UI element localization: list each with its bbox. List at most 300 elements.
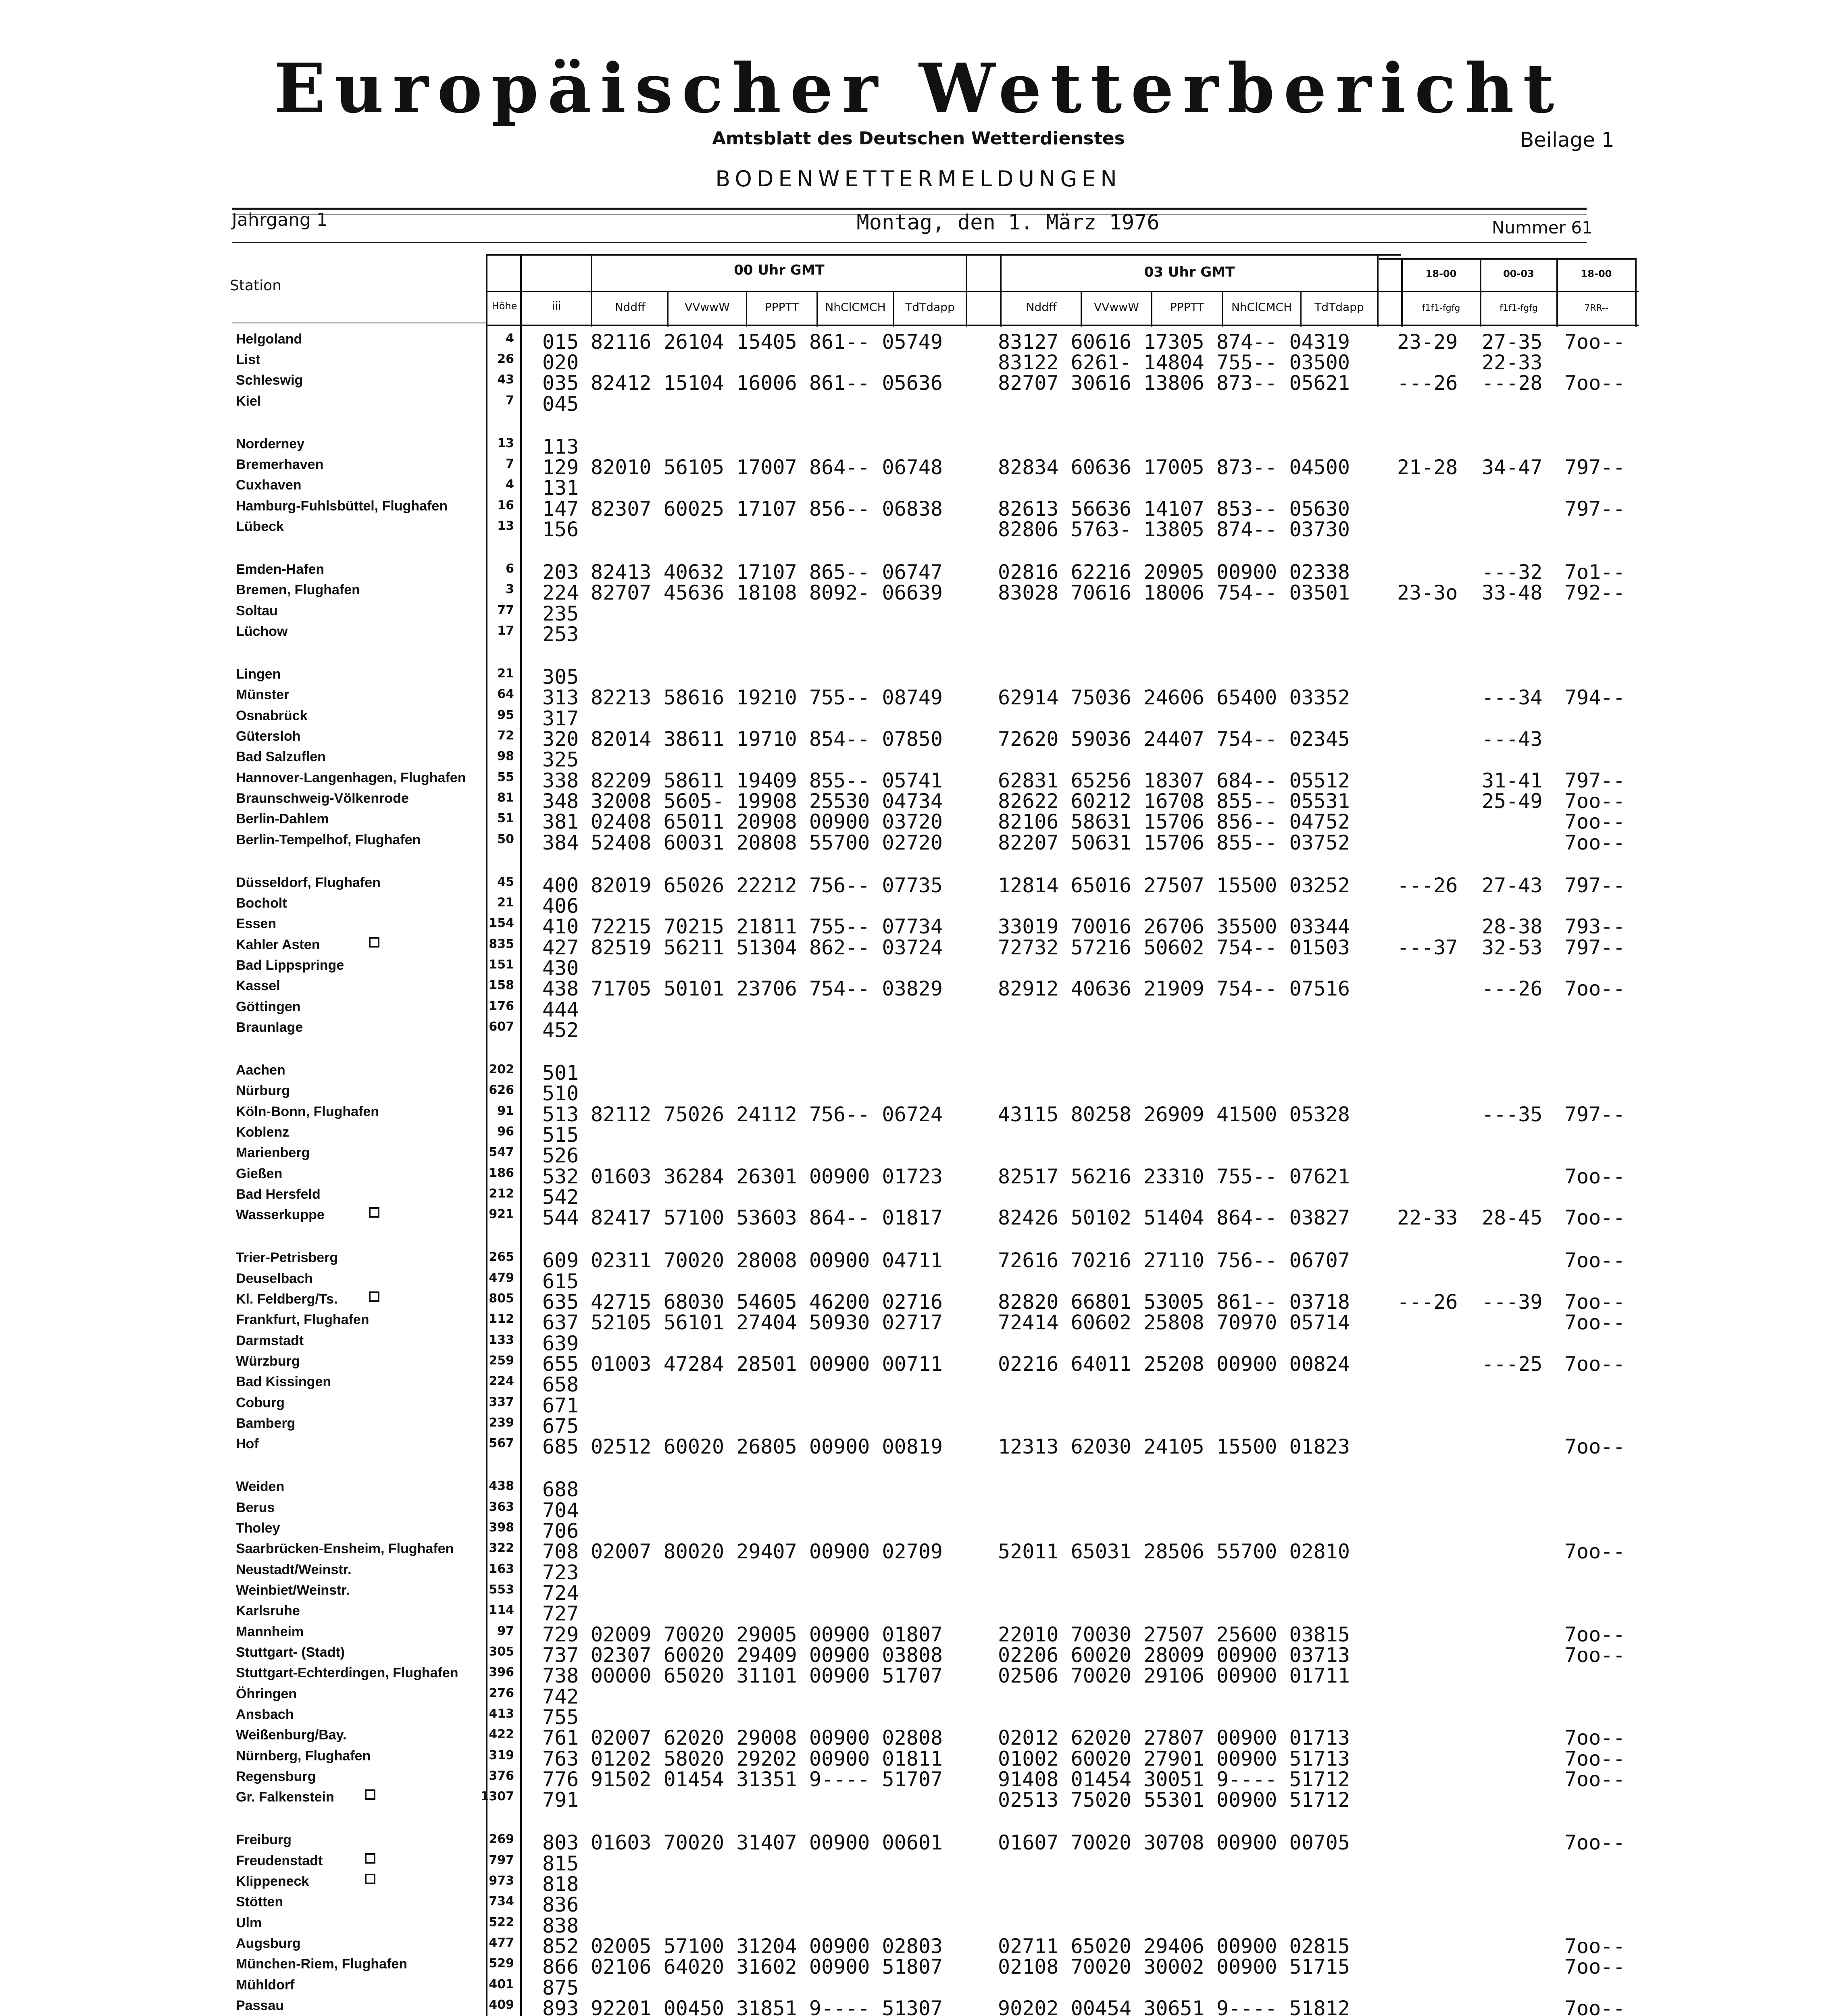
station-name: Hannover-Langenhagen, Flughafen	[236, 770, 466, 785]
station-height: 363	[489, 1500, 514, 1514]
station-height: 265	[489, 1250, 514, 1264]
precip-18-00: 797--	[1564, 456, 1625, 479]
station-name: Münster	[236, 687, 290, 702]
obs-03-gmt: 02108 70020 30002 00900 51715	[998, 1955, 1350, 1979]
table-row	[0, 1894, 1837, 1915]
table-row	[0, 978, 1837, 999]
station-code: 671	[542, 1394, 579, 1417]
station-name: Weinbiet/Weinstr.	[236, 1583, 350, 1598]
station-code: 836	[542, 1893, 579, 1916]
obs-00-gmt: 82019 65026 22212 756-- 07735	[591, 874, 943, 897]
table-row	[0, 1665, 1837, 1686]
station-height: 305	[489, 1645, 514, 1659]
volume-label: Jahrgang 1	[232, 210, 328, 230]
table-row	[0, 603, 1837, 624]
station-code: 381	[542, 810, 579, 833]
station-name: Tholey	[236, 1520, 280, 1536]
table-row	[0, 1374, 1837, 1395]
station-height: 477	[489, 1936, 514, 1950]
station-height: 55	[497, 770, 514, 784]
station-code: 253	[542, 623, 579, 646]
station-name: Darmstadt	[236, 1333, 304, 1348]
station-height: 212	[489, 1187, 514, 1201]
station-name: Lübeck	[236, 519, 284, 534]
station-name: Cuxhaven	[236, 477, 302, 493]
station-height: 151	[489, 958, 514, 972]
obs-00-gmt: 02311 70020 28008 00900 04711	[591, 1249, 943, 1272]
obs-03-gmt: 82207 50631 15706 855-- 03752	[998, 831, 1350, 854]
station-code: 637	[542, 1311, 579, 1334]
precip-18-00: 7oo--	[1564, 1311, 1625, 1334]
station-height: 319	[489, 1748, 514, 1762]
station-name: Hof	[236, 1436, 259, 1452]
station-height: 133	[489, 1333, 514, 1347]
table-row	[0, 1125, 1837, 1145]
station-name: Berlin-Tempelhof, Flughafen	[236, 832, 421, 848]
station-height: 96	[497, 1125, 514, 1139]
station-height: 16	[497, 498, 514, 512]
station-name: Neustadt/Weinstr.	[236, 1562, 352, 1577]
precip-18-00: 7oo--	[1564, 330, 1625, 354]
obs-00-gmt: 02009 70020 29005 00900 01807	[591, 1623, 943, 1646]
obs-03-gmt: 01002 60020 27901 00900 51713	[998, 1747, 1350, 1770]
obs-03-gmt: 62831 65256 18307 684-- 05512	[998, 769, 1350, 792]
table-row	[0, 1104, 1837, 1125]
obs-00-gmt: 82209 58611 19409 855-- 05741	[591, 769, 943, 792]
station-height: 3	[506, 582, 514, 596]
station-code: 675	[542, 1414, 579, 1438]
station-height: 835	[489, 937, 514, 951]
table-row	[0, 1998, 1837, 2016]
obs-03-gmt: 83127 60616 17305 874-- 04319	[998, 330, 1350, 354]
station-code: 430	[542, 956, 579, 980]
wind-00-03: 31-41	[1482, 769, 1543, 792]
table-row	[0, 1500, 1837, 1521]
precip-18-00: 797--	[1564, 874, 1625, 897]
station-height: 4	[506, 331, 514, 346]
table-row	[0, 1291, 1837, 1312]
table-row	[0, 729, 1837, 750]
wind-00-03: 27-35	[1482, 330, 1543, 354]
station-height: 81	[497, 791, 514, 805]
table-header-top	[486, 254, 1401, 256]
station-name: Ansbach	[236, 1707, 294, 1722]
station-height: 7	[506, 457, 514, 471]
station-code: 688	[542, 1478, 579, 1501]
station-code: 776	[542, 1768, 579, 1791]
station-name: Bamberg	[236, 1416, 296, 1431]
station-height: 973	[489, 1874, 514, 1888]
station-name: Coburg	[236, 1395, 285, 1410]
station-height: 176	[489, 999, 514, 1013]
table-row	[0, 373, 1837, 394]
station-name: Bad Lippspringe	[236, 958, 344, 973]
wind-00-03: 28-38	[1482, 915, 1543, 938]
table-row	[0, 582, 1837, 603]
table-row	[0, 687, 1837, 708]
station-name: Bad Salzuflen	[236, 749, 326, 764]
station-height: 734	[489, 1894, 514, 1908]
station-name: Kahler Asten	[236, 937, 320, 952]
obs-00-gmt: 02512 60020 26805 00900 00819	[591, 1435, 943, 1458]
obs-03-gmt: 02513 75020 55301 00900 51712	[998, 1788, 1350, 1812]
wind-00-03: 27-43	[1482, 874, 1543, 897]
col-00-td: TdTdapp	[905, 300, 955, 314]
station-code: 838	[542, 1914, 579, 1937]
table-row	[0, 1354, 1837, 1375]
station-code: 045	[542, 392, 579, 416]
station-height: 337	[489, 1395, 514, 1409]
obs-00-gmt: 82412 15104 16006 861-- 05636	[591, 371, 943, 395]
station-code: 704	[542, 1499, 579, 1522]
station-height: 1307	[480, 1789, 514, 1804]
station-code: 427	[542, 936, 579, 959]
wind-00-03: ---32	[1482, 560, 1543, 584]
station-name: Berus	[236, 1500, 275, 1515]
station-code: 438	[542, 977, 579, 1000]
table-row	[0, 1083, 1837, 1104]
precip-18-00: 793--	[1564, 915, 1625, 938]
table-row	[0, 1789, 1837, 1810]
station-name: Trier-Petrisberg	[236, 1250, 338, 1265]
obs-00-gmt: 82112 75026 24112 756-- 06724	[591, 1103, 943, 1126]
station-height: 422	[489, 1727, 514, 1741]
col-03-ppptt: PPPTT	[1170, 300, 1204, 314]
station-code: 035	[542, 371, 579, 395]
obs-00-gmt: 91502 01454 31351 9---- 51707	[591, 1768, 943, 1791]
col-rule-iii	[591, 254, 592, 327]
table-row	[0, 1312, 1837, 1333]
station-name: Bremerhaven	[236, 457, 324, 472]
station-height: 21	[497, 896, 514, 910]
station-height: 202	[489, 1062, 514, 1077]
station-height: 163	[489, 1562, 514, 1576]
wind-18-00: 21-28	[1397, 456, 1458, 479]
station-height: 553	[489, 1583, 514, 1597]
station-name: Klippeneck	[236, 1874, 309, 1889]
station-name: Köln-Bonn, Flughafen	[236, 1104, 379, 1119]
station-name: Mühldorf	[236, 1977, 295, 1993]
obs-00-gmt: 82213 58616 19210 755-- 08749	[591, 686, 943, 709]
obs-00-gmt: 01603 36284 26301 00900 01723	[591, 1165, 943, 1188]
obs-00-gmt: 00000 65020 31101 00900 51707	[591, 1664, 943, 1687]
station-code: 727	[542, 1602, 579, 1625]
station-height: 64	[497, 687, 514, 701]
obs-03-gmt: 82426 50102 51404 864-- 03827	[998, 1206, 1350, 1229]
table-header-bottom	[486, 325, 1639, 326]
station-name: Marienberg	[236, 1145, 310, 1160]
col-rule-extra4	[1635, 258, 1637, 327]
station-name: Deuselbach	[236, 1271, 313, 1286]
table-header-top-right	[1379, 258, 1635, 260]
station-code: 338	[542, 769, 579, 792]
station-code: 235	[542, 602, 579, 625]
station-name: Kl. Feldberg/Ts.	[236, 1291, 338, 1307]
open-square-icon	[369, 1207, 379, 1218]
obs-03-gmt: 90202 00454 30651 9---- 51812	[998, 1997, 1350, 2016]
col-extra2-sub: f1f1-fgfg	[1500, 303, 1538, 313]
station-name: Gütersloh	[236, 729, 301, 744]
col-00-ppptt: PPPTT	[764, 300, 799, 314]
station-height: 114	[489, 1603, 514, 1617]
station-code: 742	[542, 1685, 579, 1708]
header-rule-top	[232, 208, 1587, 210]
station-height: 269	[489, 1832, 514, 1846]
station-code: 224	[542, 581, 579, 604]
col-extra3: 18-00	[1581, 268, 1612, 279]
table-row	[0, 1520, 1837, 1541]
obs-03-gmt: 02711 65020 29406 00900 02815	[998, 1935, 1350, 1958]
station-code: 791	[542, 1788, 579, 1812]
wind-00-03: ---26	[1482, 977, 1543, 1000]
station-height: 7	[506, 394, 514, 408]
table-row	[0, 436, 1837, 457]
station-code: 723	[542, 1561, 579, 1584]
station-code: 708	[542, 1540, 579, 1563]
obs-03-gmt: 82622 60212 16708 855-- 05531	[998, 789, 1350, 813]
page-title: Europäischer Wetterbericht	[274, 48, 1563, 128]
station-name: Nürnberg, Flughafen	[236, 1748, 371, 1764]
station-name: Augsburg	[236, 1936, 301, 1951]
station-name: Braunlage	[236, 1020, 303, 1035]
obs-03-gmt: 52011 65031 28506 55700 02810	[998, 1540, 1350, 1563]
table-row	[0, 770, 1837, 791]
station-code: 615	[542, 1270, 579, 1293]
station-height: 21	[497, 666, 514, 681]
precip-18-00: 7oo--	[1564, 789, 1625, 813]
col-rule-03-right	[1377, 254, 1379, 327]
station-code: 452	[542, 1018, 579, 1042]
table-row	[0, 519, 1837, 540]
station-height: 259	[489, 1354, 514, 1368]
obs-00-gmt: 72215 70215 21811 755-- 07734	[591, 915, 943, 938]
table-row	[0, 1853, 1837, 1874]
station-height: 4	[506, 477, 514, 492]
station-name: Hamburg-Fuhlsbüttel, Flughafen	[236, 498, 448, 514]
table-row	[0, 1727, 1837, 1748]
table-row	[0, 666, 1837, 687]
station-code: 818	[542, 1872, 579, 1896]
precip-18-00: 7oo--	[1564, 1955, 1625, 1979]
obs-03-gmt: 62914 75036 24606 65400 03352	[998, 686, 1350, 709]
precip-18-00: 7oo--	[1564, 1643, 1625, 1667]
col-hoehe: Höhe	[492, 300, 517, 312]
wind-00-03: ---34	[1482, 686, 1543, 709]
station-code: 532	[542, 1165, 579, 1188]
col-block-03: 03 Uhr GMT	[1144, 264, 1235, 280]
precip-18-00: 7oo--	[1564, 1249, 1625, 1272]
table-row	[0, 331, 1837, 352]
precip-18-00: 797--	[1564, 497, 1625, 521]
table-row	[0, 1832, 1837, 1853]
station-code: 875	[542, 1976, 579, 1999]
table-row	[0, 937, 1837, 958]
station-height: 91	[497, 1104, 514, 1118]
col-00-nddff: Nddff	[614, 300, 646, 314]
obs-03-gmt: 82613 56636 14107 853-- 05630	[998, 497, 1350, 521]
precip-18-00: 7oo--	[1564, 1206, 1625, 1229]
col-03-td: TdTdapp	[1314, 300, 1364, 314]
precip-18-00: 7oo--	[1564, 1747, 1625, 1770]
station-name: Osnabrück	[236, 708, 308, 723]
station-height: 77	[497, 603, 514, 617]
obs-03-gmt: 72732 57216 50602 754-- 01503	[998, 936, 1350, 959]
table-row	[0, 1874, 1837, 1895]
obs-03-gmt: 82517 56216 23310 755-- 07621	[998, 1165, 1350, 1188]
station-name: Bad Kissingen	[236, 1374, 331, 1389]
station-code: 147	[542, 497, 579, 521]
station-height: 45	[497, 875, 514, 889]
wind-00-03: ---25	[1482, 1352, 1543, 1376]
obs-03-gmt: 02216 64011 25208 00900 00824	[998, 1352, 1350, 1376]
station-height: 479	[489, 1271, 514, 1285]
station-name: Gießen	[236, 1166, 283, 1181]
obs-00-gmt: 02005 57100 31204 00900 02803	[591, 1935, 943, 1958]
table-row	[0, 708, 1837, 729]
header-rule-bottom	[232, 242, 1587, 243]
station-code: 156	[542, 518, 579, 541]
station-height: 626	[489, 1083, 514, 1097]
station-name: Norderney	[236, 436, 305, 452]
obs-03-gmt: 22010 70030 27507 25600 03815	[998, 1623, 1350, 1646]
station-code: 542	[542, 1185, 579, 1209]
station-height: 413	[489, 1707, 514, 1721]
wind-18-00: ---37	[1397, 936, 1458, 959]
station-height: 13	[497, 519, 514, 533]
station-code: 020	[542, 351, 579, 374]
station-name: Mannheim	[236, 1624, 304, 1639]
page-subtitle: Amtsblatt des Deutschen Wetterdienstes	[712, 128, 1125, 149]
station-code: 410	[542, 915, 579, 938]
table-row	[0, 1062, 1837, 1083]
col-00-vvwww: VVwwW	[685, 300, 730, 314]
table-row	[0, 624, 1837, 645]
table-row	[0, 791, 1837, 812]
station-code: 685	[542, 1435, 579, 1458]
station-height: 112	[489, 1312, 514, 1326]
obs-00-gmt: 82417 57100 53603 864-- 01817	[591, 1206, 943, 1229]
wind-18-00: 23-3o	[1397, 581, 1458, 604]
obs-00-gmt: 02007 80020 29407 00900 02709	[591, 1540, 943, 1563]
station-height: 95	[497, 708, 514, 722]
obs-03-gmt: 91408 01454 30051 9---- 51712	[998, 1768, 1350, 1791]
obs-00-gmt: 02408 65011 20908 00900 03720	[591, 810, 943, 833]
station-name: Aachen	[236, 1062, 285, 1078]
table-row	[0, 875, 1837, 896]
col-rule-00-right	[966, 254, 967, 327]
table-row	[0, 916, 1837, 937]
wind-00-03: 34-47	[1482, 456, 1543, 479]
precip-18-00: 7oo--	[1564, 1290, 1625, 1314]
table-header-mid	[486, 291, 1639, 292]
table-row	[0, 498, 1837, 519]
station-code: 655	[542, 1352, 579, 1376]
table-row	[0, 457, 1837, 478]
station-height: 154	[489, 916, 514, 930]
station-name: München-Riem, Flughafen	[236, 1956, 407, 1972]
table-row	[0, 1707, 1837, 1728]
obs-00-gmt: 92201 00450 31851 9---- 51307	[591, 1997, 943, 2016]
obs-00-gmt: 82307 60025 17107 856-- 06838	[591, 497, 943, 521]
station-code: 658	[542, 1373, 579, 1396]
station-height: 607	[489, 1020, 514, 1034]
station-height: 17	[497, 624, 514, 638]
station-height: 50	[497, 832, 514, 846]
wind-18-00: ---26	[1397, 874, 1458, 897]
col-03-nh: NhClCMCH	[1231, 300, 1292, 314]
station-height: 72	[497, 729, 514, 743]
precip-18-00: 7oo--	[1564, 1435, 1625, 1458]
precip-18-00: 7oo--	[1564, 1935, 1625, 1958]
station-name: List	[236, 352, 260, 367]
table-row	[0, 999, 1837, 1020]
station-code: 724	[542, 1581, 579, 1605]
station-code: 635	[542, 1290, 579, 1314]
station-name: Göttingen	[236, 999, 301, 1014]
station-name: Helgoland	[236, 331, 302, 347]
station-code: 501	[542, 1061, 579, 1085]
precip-18-00: 797--	[1564, 1103, 1625, 1126]
table-row	[0, 1145, 1837, 1166]
wind-00-03: ---35	[1482, 1103, 1543, 1126]
table-row	[0, 1645, 1837, 1666]
station-name: Bad Hersfeld	[236, 1187, 321, 1202]
station-code: 510	[542, 1082, 579, 1105]
wind-00-03: ---28	[1482, 371, 1543, 395]
open-square-icon	[365, 1874, 375, 1884]
station-height: 522	[489, 1915, 514, 1929]
precip-18-00: 7oo--	[1564, 1623, 1625, 1646]
station-name: Berlin-Dahlem	[236, 811, 329, 827]
obs-03-gmt: 02206 60020 28009 00900 03713	[998, 1643, 1350, 1667]
station-code: 544	[542, 1206, 579, 1229]
obs-00-gmt: 01003 47284 28501 00900 00711	[591, 1352, 943, 1376]
station-height: 438	[489, 1479, 514, 1493]
open-square-icon	[369, 937, 379, 948]
station-code: 763	[542, 1747, 579, 1770]
table-row	[0, 1956, 1837, 1977]
table-row	[0, 1748, 1837, 1769]
station-code: 706	[542, 1519, 579, 1543]
station-name: Braunschweig-Völkenrode	[236, 791, 409, 806]
precip-18-00: 7o1--	[1564, 560, 1625, 584]
precip-18-00: 7oo--	[1564, 1352, 1625, 1376]
station-name: Würzburg	[236, 1354, 300, 1369]
table-row	[0, 1915, 1837, 1936]
station-name: Weißenburg/Bay.	[236, 1727, 347, 1743]
obs-03-gmt: 82912 40636 21909 754-- 07516	[998, 977, 1350, 1000]
station-name: Freudenstadt	[236, 1853, 323, 1868]
station-height: 97	[497, 1624, 514, 1638]
station-code: 015	[542, 330, 579, 354]
obs-00-gmt: 71705 50101 23706 754-- 03829	[591, 977, 943, 1000]
station-code: 317	[542, 707, 579, 730]
table-row	[0, 1936, 1837, 1957]
table-row	[0, 749, 1837, 770]
table-row	[0, 1686, 1837, 1707]
obs-03-gmt: 33019 70016 26706 35500 03344	[998, 915, 1350, 938]
station-height: 158	[489, 978, 514, 992]
table-row	[0, 1436, 1837, 1457]
station-name: Ulm	[236, 1915, 262, 1931]
station-name: Lingen	[236, 666, 281, 682]
wind-18-00: 23-29	[1397, 330, 1458, 354]
wind-18-00: ---26	[1397, 371, 1458, 395]
obs-00-gmt: 82707 45636 18108 8092- 06639	[591, 581, 943, 604]
obs-00-gmt: 02106 64020 31602 00900 51807	[591, 1955, 943, 1979]
station-name: Wasserkuppe	[236, 1207, 325, 1223]
precip-18-00: 7oo--	[1564, 1997, 1625, 2016]
